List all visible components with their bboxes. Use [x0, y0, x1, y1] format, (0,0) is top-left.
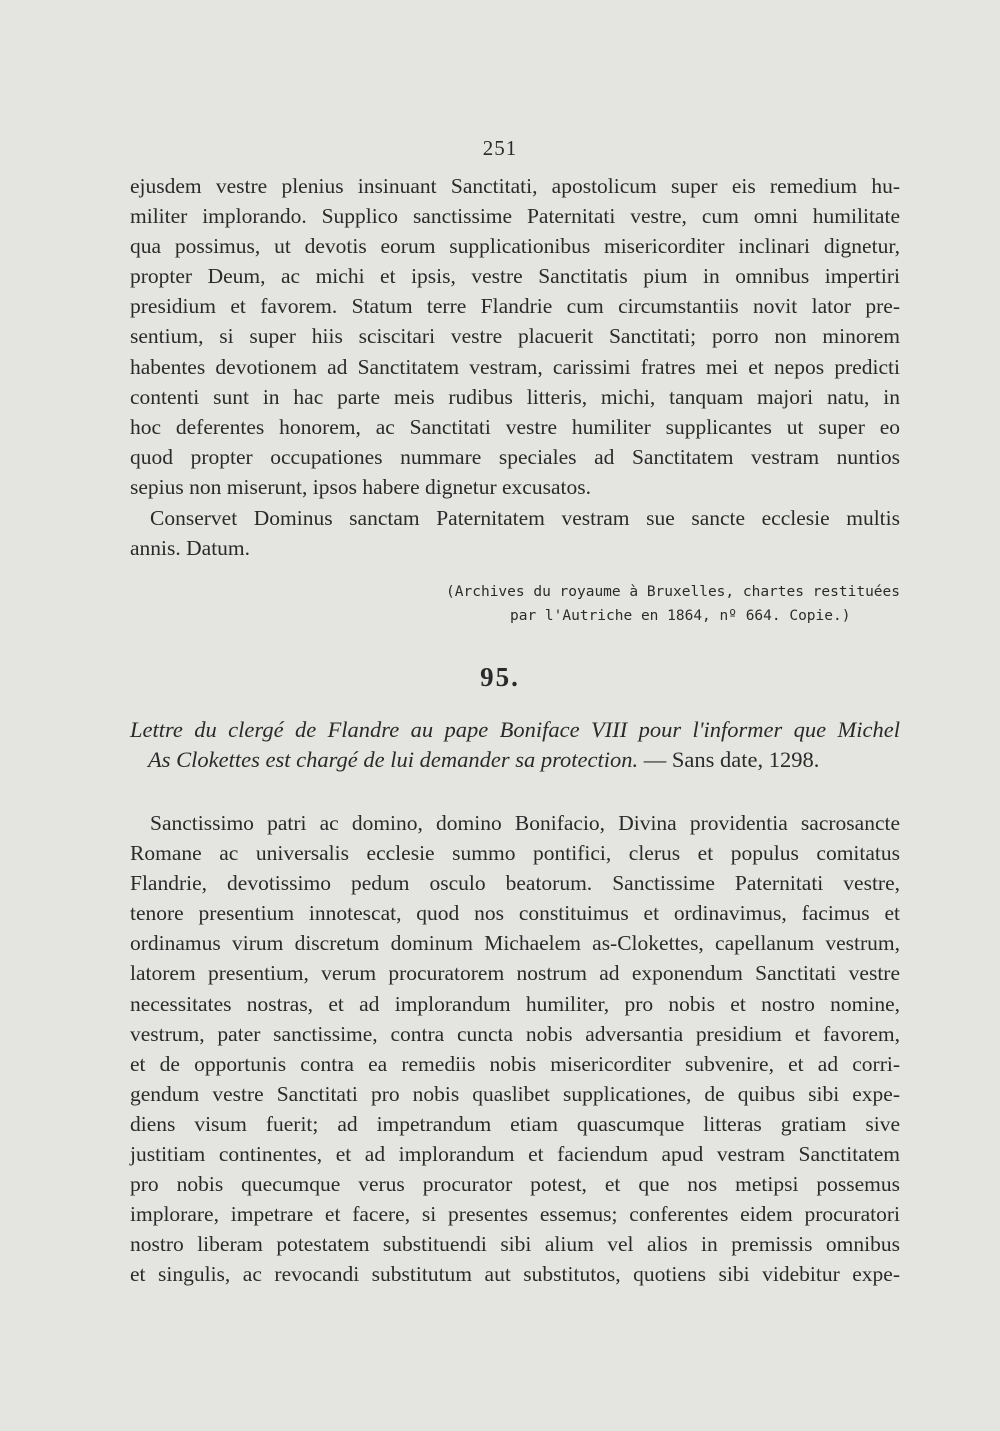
- heading-title: As Clokettes est chargé de lui demander sa protection.: [148, 747, 639, 772]
- top-paragraph: [130, 171, 900, 502]
- citation-line: (Archives du royaume à Bruxelles, chartes restituées: [446, 584, 900, 600]
- text-line: ordinamus virum discretum dominum Michaelem as-Clokettes, capellanum vestrum,: [130, 931, 900, 956]
- text-line: presidium et favorem. Statum terre Flandrie cum circumstantiis novit lator pre-: [130, 294, 900, 319]
- text-line: Sanctissimo patri ac domino, domino Bonifacio, Divina providentia sacrosancte: [150, 811, 900, 835]
- text-line: annis. Datum.: [130, 536, 251, 561]
- text-line: tenore presentium innotescat, quod nos constituimus et ordinavimus, facimus et: [130, 901, 900, 926]
- text-line: sepius non miserunt, ipsos habere dignetur excusatos.: [130, 474, 591, 499]
- heading-title: Lettre du clergé de Flandre au pape Boniface VIII pour l'informer que Michel: [130, 717, 900, 742]
- closing-paragraph: [130, 503, 900, 563]
- text-line: propter Deum, ac michi et ipsis, vestre Sanctitatis pium in omnibus impertiri: [130, 264, 900, 289]
- text-line: gendum vestre Sanctitati pro nobis quaslibet supplicationes, de quibus sibi expe-: [130, 1081, 900, 1106]
- text-line: implorare, impetrare et facere, si presentes essemus; conferentes eidem procuratori: [130, 1202, 900, 1227]
- text-line: militer implorando. Supplico sanctissime Paternitati vestre, cum omni humilitate: [130, 204, 900, 229]
- citation-line: par l'Autriche en 1864, nº 664. Copie.): [510, 608, 851, 624]
- text-line: necessitates nostras, et ad implorandum humiliter, pro nobis et nostro nomine,: [130, 991, 900, 1016]
- text-line: contenti sunt in hac parte meis rudibus litteris, michi, tanquam majori natu, in: [130, 384, 900, 409]
- document-number: 95.: [480, 662, 520, 692]
- text-line: pro nobis quecumque verus procurator potest, et que nos metipsi possemus: [130, 1172, 900, 1197]
- text-line: sentium, si super hiis sciscitari vestre placuerit Sanctitati; porro non minorem: [130, 324, 900, 349]
- text-line: qua possimus, ut devotis eorum supplicationibus misericorditer inclinari dignetur,: [130, 234, 900, 259]
- text-line: quod propter occupationes nummare speciales ad Sanctitatem vestram nuntios: [130, 444, 900, 469]
- body-paragraph: [130, 808, 900, 1290]
- archival-citation: [300, 580, 900, 628]
- text-line: ejusdem vestre plenius insinuant Sanctitati, apostolicum super eis remedium hu-: [130, 174, 900, 198]
- text-line: et de opportunis contra ea remediis nobis misericorditer subvenire, et ad corri-: [130, 1051, 900, 1076]
- text-line: justitiam continentes, et ad implorandum et faciendum apud vestram Sanctitatem: [130, 1142, 900, 1167]
- heading-line: [130, 715, 900, 745]
- text-line: et singulis, ac revocandi substitutum aut substitutos, quotiens sibi videbitur expe-: [130, 1262, 900, 1287]
- text-line: Flandrie, devotissimo pedum osculo beatorum. Sanctissime Paternitati vestre,: [130, 871, 900, 896]
- text-line: Conservet Dominus sanctam Paternitatem vestram sue sancte ecclesie multis: [150, 506, 900, 530]
- text-line: hoc deferentes honorem, ac Sanctitati vestre humiliter supplicantes ut super eo: [130, 414, 900, 439]
- heading-date: — Sans date, 1298.: [638, 747, 820, 772]
- text-line: diens visum fuerit; ad impetrandum etiam quascumque litteras gratiam sive: [130, 1111, 900, 1136]
- text-line: Romane ac universalis ecclesie summo pontifici, clerus et populus comitatus: [130, 841, 900, 866]
- text-line: habentes devotionem ad Sanctitatem vestram, carissimi fratres mei et nepos predicti: [130, 354, 900, 379]
- text-line: nostro liberam potestatem substituendi sibi alium vel alios in premissis omnibus: [130, 1232, 900, 1257]
- document-heading: [130, 715, 900, 775]
- page-number: 251: [482, 136, 518, 160]
- text-line: vestrum, pater sanctissime, contra cuncta nobis adversantia presidium et favorem,: [130, 1021, 900, 1046]
- heading-line: [130, 745, 900, 775]
- text-line: latorem presentium, verum procuratorem nostrum ad exponendum Sanctitati vestre: [130, 961, 900, 986]
